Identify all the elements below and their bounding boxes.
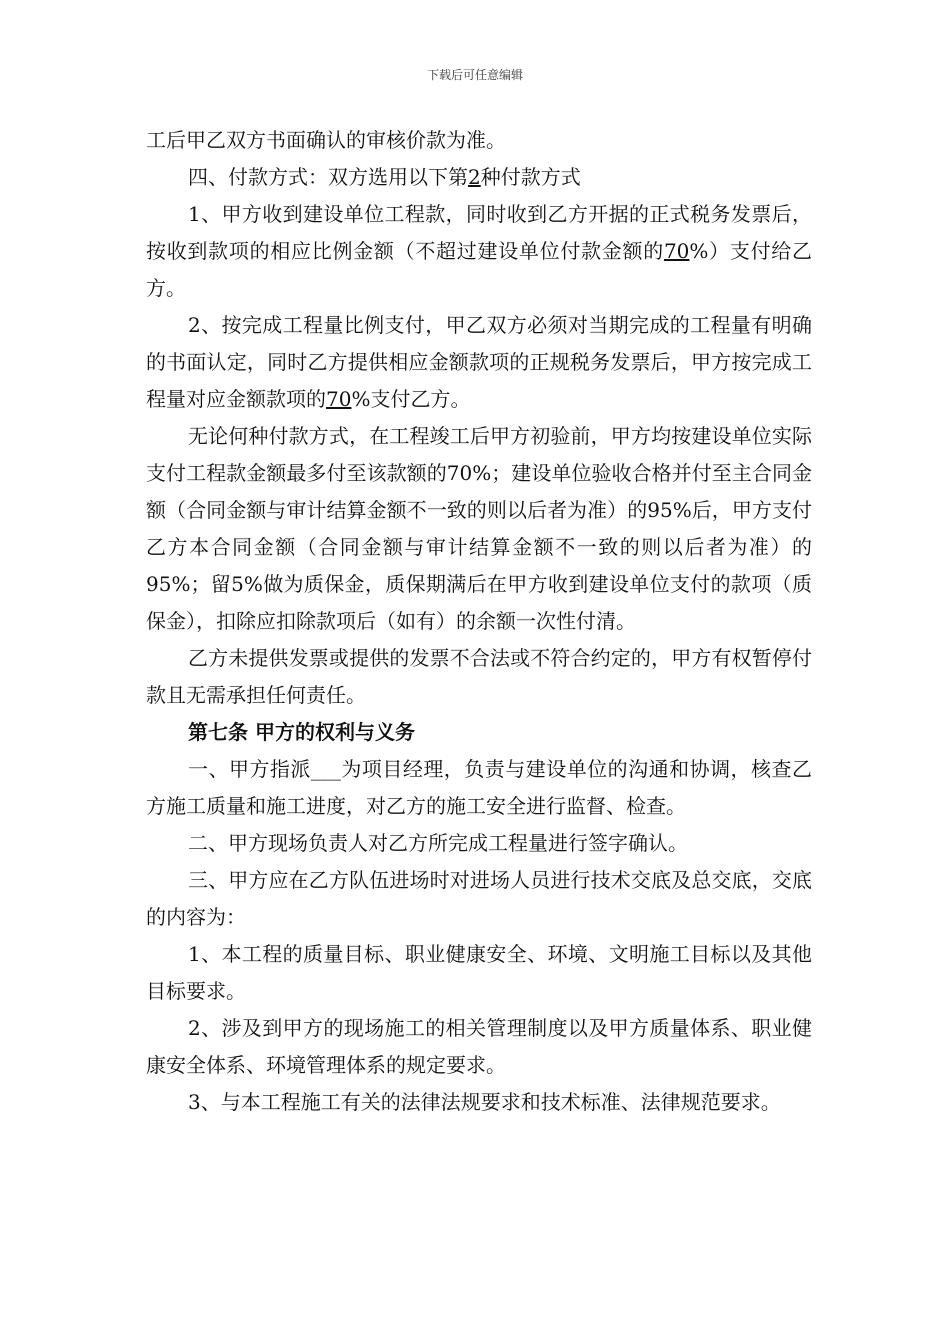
text-segment: 四、付款方式：双方选用以下第: [188, 165, 468, 189]
text-segment: 一、甲方指派: [188, 757, 311, 781]
text-segment: %支付乙方。: [351, 387, 471, 411]
paragraph-option-1: [146, 196, 812, 307]
text-segment: 种付款方式: [480, 165, 581, 189]
section-title: 第七条 甲方的权利与义务: [188, 720, 415, 744]
blank-field: ___: [310, 757, 341, 781]
filled-value: 70: [663, 239, 690, 263]
page-header: 下载后可任意编辑: [426, 68, 523, 82]
paragraph-briefing: 三、甲方应在乙方队伍进场时对进场人员进行技术交底及总交底，交底的内容为：: [146, 868, 812, 929]
filled-value: 2: [468, 165, 481, 189]
paragraph-payment-method: [146, 159, 812, 196]
document-body: [146, 122, 812, 1121]
text-segment: 1、甲方收到建设单位工程款，同时收到乙方开据的正式税务发票后，按收到款项的相应比例金额（不超过建设单位付款金额的: [146, 202, 812, 263]
text-segment: %）支付给乙方。: [146, 239, 812, 300]
text-segment: 2、按完成工程量比例支付，甲乙双方必须对当期完成的工程量有明确的书面认定，同时乙方提供相应金额款项的正规税务发票后，甲方按完成工程量对应金额款项的: [146, 313, 812, 411]
paragraph-general-payment: 无论何种付款方式，在工程竣工后甲方初验前，甲方均按建设单位实际支付工程款金额最多付至该款额的70%；建设单位验收合格并付至主合同金额（合同金额与审计结算金额不一致的则以后者为准）的95%后，甲方支付乙方本合同金额（合同金额与审计结算金额不一致的则以后者为准）的95%；留5%做为质保金，质保期满后在甲方收到建设单位支付的款项（质保金），扣除应扣除款项后（如有）的余额一次性付清。: [146, 424, 812, 633]
paragraph-1: 工后甲乙双方书面确认的审核价款为准。: [146, 128, 506, 152]
paragraph-signoff: 二、甲方现场负责人对乙方所完成工程量进行签字确认。: [188, 831, 688, 855]
paragraph-briefing-item-2: 2、涉及到甲方的现场施工的相关管理制度以及甲方质量体系、职业健康安全体系、环境管理体系的规定要求。: [146, 1016, 812, 1077]
paragraph-manager: [146, 751, 812, 825]
paragraph-briefing-item-3: 3、与本工程施工有关的法律法规要求和技术标准、法律规范要求。: [188, 1090, 781, 1114]
paragraph-briefing-item-1: 1、本工程的质量目标、职业健康安全、环境、文明施工目标以及其他目标要求。: [146, 942, 812, 1003]
filled-value: 70: [326, 387, 352, 411]
text-segment: 为项目经理，负责与建设单位的沟通和协调，核查乙方施工质量和施工进度，对乙方的施工安全进行监督、检查。: [146, 757, 813, 818]
paragraph-invoice: 乙方未提供发票或提供的发票不合法或不符合约定的，甲方有权暂停付款且无需承担任何责任。: [146, 646, 812, 707]
paragraph-option-2: [146, 307, 812, 418]
